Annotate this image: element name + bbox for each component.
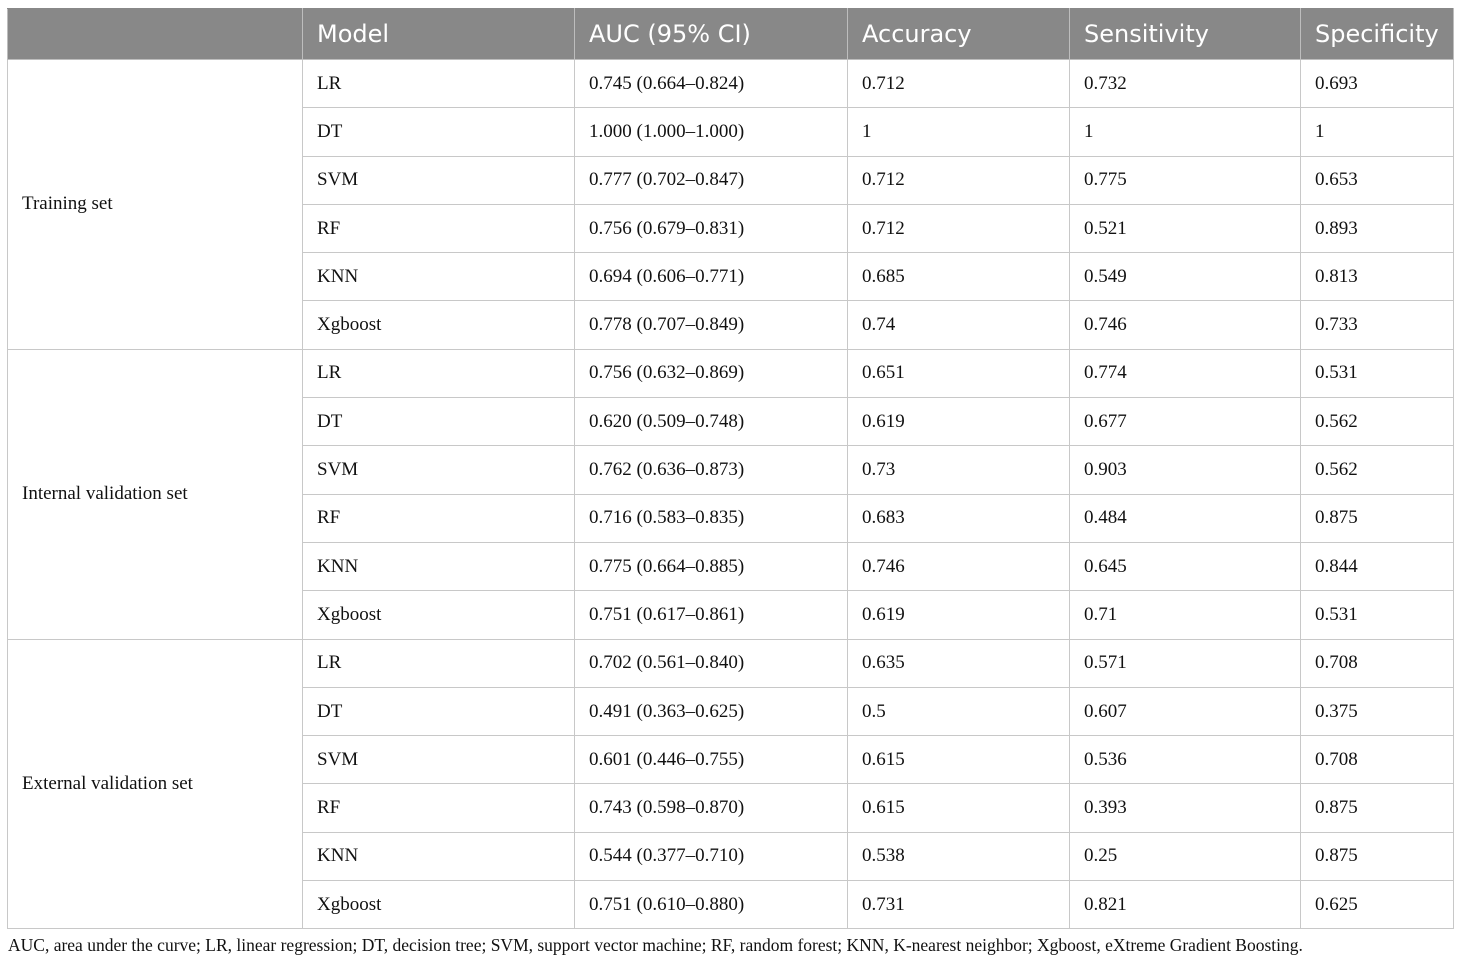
header-accuracy: Accuracy (848, 9, 1070, 60)
specificity-cell: 0.653 (1301, 156, 1454, 204)
sensitivity-cell: 0.484 (1070, 494, 1301, 542)
specificity-cell: 0.733 (1301, 301, 1454, 349)
auc-cell: 0.751 (0.610–0.880) (575, 881, 848, 929)
model-cell: DT (303, 687, 575, 735)
auc-cell: 0.601 (0.446–0.755) (575, 736, 848, 784)
accuracy-cell: 0.712 (848, 156, 1070, 204)
accuracy-cell: 0.685 (848, 253, 1070, 301)
auc-cell: 0.620 (0.509–0.748) (575, 398, 848, 446)
specificity-cell: 0.875 (1301, 784, 1454, 832)
auc-cell: 0.756 (0.632–0.869) (575, 349, 848, 397)
auc-cell: 0.743 (0.598–0.870) (575, 784, 848, 832)
model-cell: LR (303, 639, 575, 687)
header-auc: AUC (95% CI) (575, 9, 848, 60)
model-cell: DT (303, 108, 575, 156)
auc-cell: 0.777 (0.702–0.847) (575, 156, 848, 204)
model-cell: Xgboost (303, 881, 575, 929)
accuracy-cell: 0.712 (848, 204, 1070, 252)
accuracy-cell: 0.73 (848, 446, 1070, 494)
specificity-cell: 0.531 (1301, 591, 1454, 639)
table-footnote: AUC, area under the curve; LR, linear regression; DT, decision tree; SVM, support vector machine; RF, random forest; KNN, K-nearest neighbor; Xgboost, eXtreme Gradient Boosting. (8, 935, 1303, 955)
accuracy-cell: 0.731 (848, 881, 1070, 929)
accuracy-cell: 0.615 (848, 784, 1070, 832)
accuracy-cell: 0.538 (848, 832, 1070, 880)
auc-cell: 0.745 (0.664–0.824) (575, 60, 848, 108)
auc-cell: 0.762 (0.636–0.873) (575, 446, 848, 494)
sensitivity-cell: 0.903 (1070, 446, 1301, 494)
sensitivity-cell: 0.746 (1070, 301, 1301, 349)
specificity-cell: 0.875 (1301, 832, 1454, 880)
table-body (8, 60, 1454, 929)
auc-cell: 0.694 (0.606–0.771) (575, 253, 848, 301)
model-cell: SVM (303, 446, 575, 494)
auc-cell: 0.491 (0.363–0.625) (575, 687, 848, 735)
specificity-cell: 0.708 (1301, 639, 1454, 687)
table-row (8, 60, 1454, 108)
accuracy-cell: 0.619 (848, 398, 1070, 446)
specificity-cell: 0.893 (1301, 204, 1454, 252)
specificity-cell: 0.708 (1301, 736, 1454, 784)
auc-cell: 0.778 (0.707–0.849) (575, 301, 848, 349)
accuracy-cell: 0.619 (848, 591, 1070, 639)
header-sensitivity: Sensitivity (1070, 9, 1301, 60)
auc-cell: 0.716 (0.583–0.835) (575, 494, 848, 542)
sensitivity-cell: 0.732 (1070, 60, 1301, 108)
table-row (8, 639, 1454, 687)
auc-cell: 1.000 (1.000–1.000) (575, 108, 848, 156)
sensitivity-cell: 0.25 (1070, 832, 1301, 880)
model-cell: SVM (303, 156, 575, 204)
group-label-cell: External validation set (8, 639, 303, 929)
table-header (8, 9, 1454, 60)
auc-cell: 0.751 (0.617–0.861) (575, 591, 848, 639)
sensitivity-cell: 0.521 (1070, 204, 1301, 252)
results-table (7, 8, 1454, 929)
specificity-cell: 0.693 (1301, 60, 1454, 108)
sensitivity-cell: 0.774 (1070, 349, 1301, 397)
model-cell: RF (303, 494, 575, 542)
auc-cell: 0.702 (0.561–0.840) (575, 639, 848, 687)
specificity-cell: 0.531 (1301, 349, 1454, 397)
model-cell: RF (303, 784, 575, 832)
model-cell: KNN (303, 832, 575, 880)
model-cell: RF (303, 204, 575, 252)
specificity-cell: 0.875 (1301, 494, 1454, 542)
model-cell: KNN (303, 542, 575, 590)
accuracy-cell: 0.5 (848, 687, 1070, 735)
accuracy-cell: 0.74 (848, 301, 1070, 349)
accuracy-cell: 0.683 (848, 494, 1070, 542)
specificity-cell: 0.562 (1301, 446, 1454, 494)
sensitivity-cell: 1 (1070, 108, 1301, 156)
accuracy-cell: 0.712 (848, 60, 1070, 108)
group-label-cell: Internal validation set (8, 349, 303, 639)
accuracy-cell: 0.615 (848, 736, 1070, 784)
sensitivity-cell: 0.536 (1070, 736, 1301, 784)
specificity-cell: 0.562 (1301, 398, 1454, 446)
model-cell: SVM (303, 736, 575, 784)
specificity-cell: 0.375 (1301, 687, 1454, 735)
header-row (8, 9, 1454, 60)
model-cell: KNN (303, 253, 575, 301)
accuracy-cell: 0.635 (848, 639, 1070, 687)
results-table-container (7, 8, 1453, 929)
accuracy-cell: 0.651 (848, 349, 1070, 397)
model-cell: LR (303, 60, 575, 108)
model-cell: Xgboost (303, 591, 575, 639)
accuracy-cell: 0.746 (848, 542, 1070, 590)
table-row (8, 349, 1454, 397)
specificity-cell: 0.625 (1301, 881, 1454, 929)
accuracy-cell: 1 (848, 108, 1070, 156)
auc-cell: 0.544 (0.377–0.710) (575, 832, 848, 880)
model-cell: Xgboost (303, 301, 575, 349)
sensitivity-cell: 0.607 (1070, 687, 1301, 735)
header-group (8, 9, 303, 60)
auc-cell: 0.775 (0.664–0.885) (575, 542, 848, 590)
specificity-cell: 1 (1301, 108, 1454, 156)
model-cell: DT (303, 398, 575, 446)
sensitivity-cell: 0.71 (1070, 591, 1301, 639)
sensitivity-cell: 0.549 (1070, 253, 1301, 301)
specificity-cell: 0.844 (1301, 542, 1454, 590)
auc-cell: 0.756 (0.679–0.831) (575, 204, 848, 252)
sensitivity-cell: 0.393 (1070, 784, 1301, 832)
header-model: Model (303, 9, 575, 60)
sensitivity-cell: 0.775 (1070, 156, 1301, 204)
model-cell: LR (303, 349, 575, 397)
specificity-cell: 0.813 (1301, 253, 1454, 301)
sensitivity-cell: 0.571 (1070, 639, 1301, 687)
header-specificity: Specificity (1301, 9, 1454, 60)
sensitivity-cell: 0.821 (1070, 881, 1301, 929)
sensitivity-cell: 0.645 (1070, 542, 1301, 590)
group-label-cell: Training set (8, 60, 303, 350)
sensitivity-cell: 0.677 (1070, 398, 1301, 446)
